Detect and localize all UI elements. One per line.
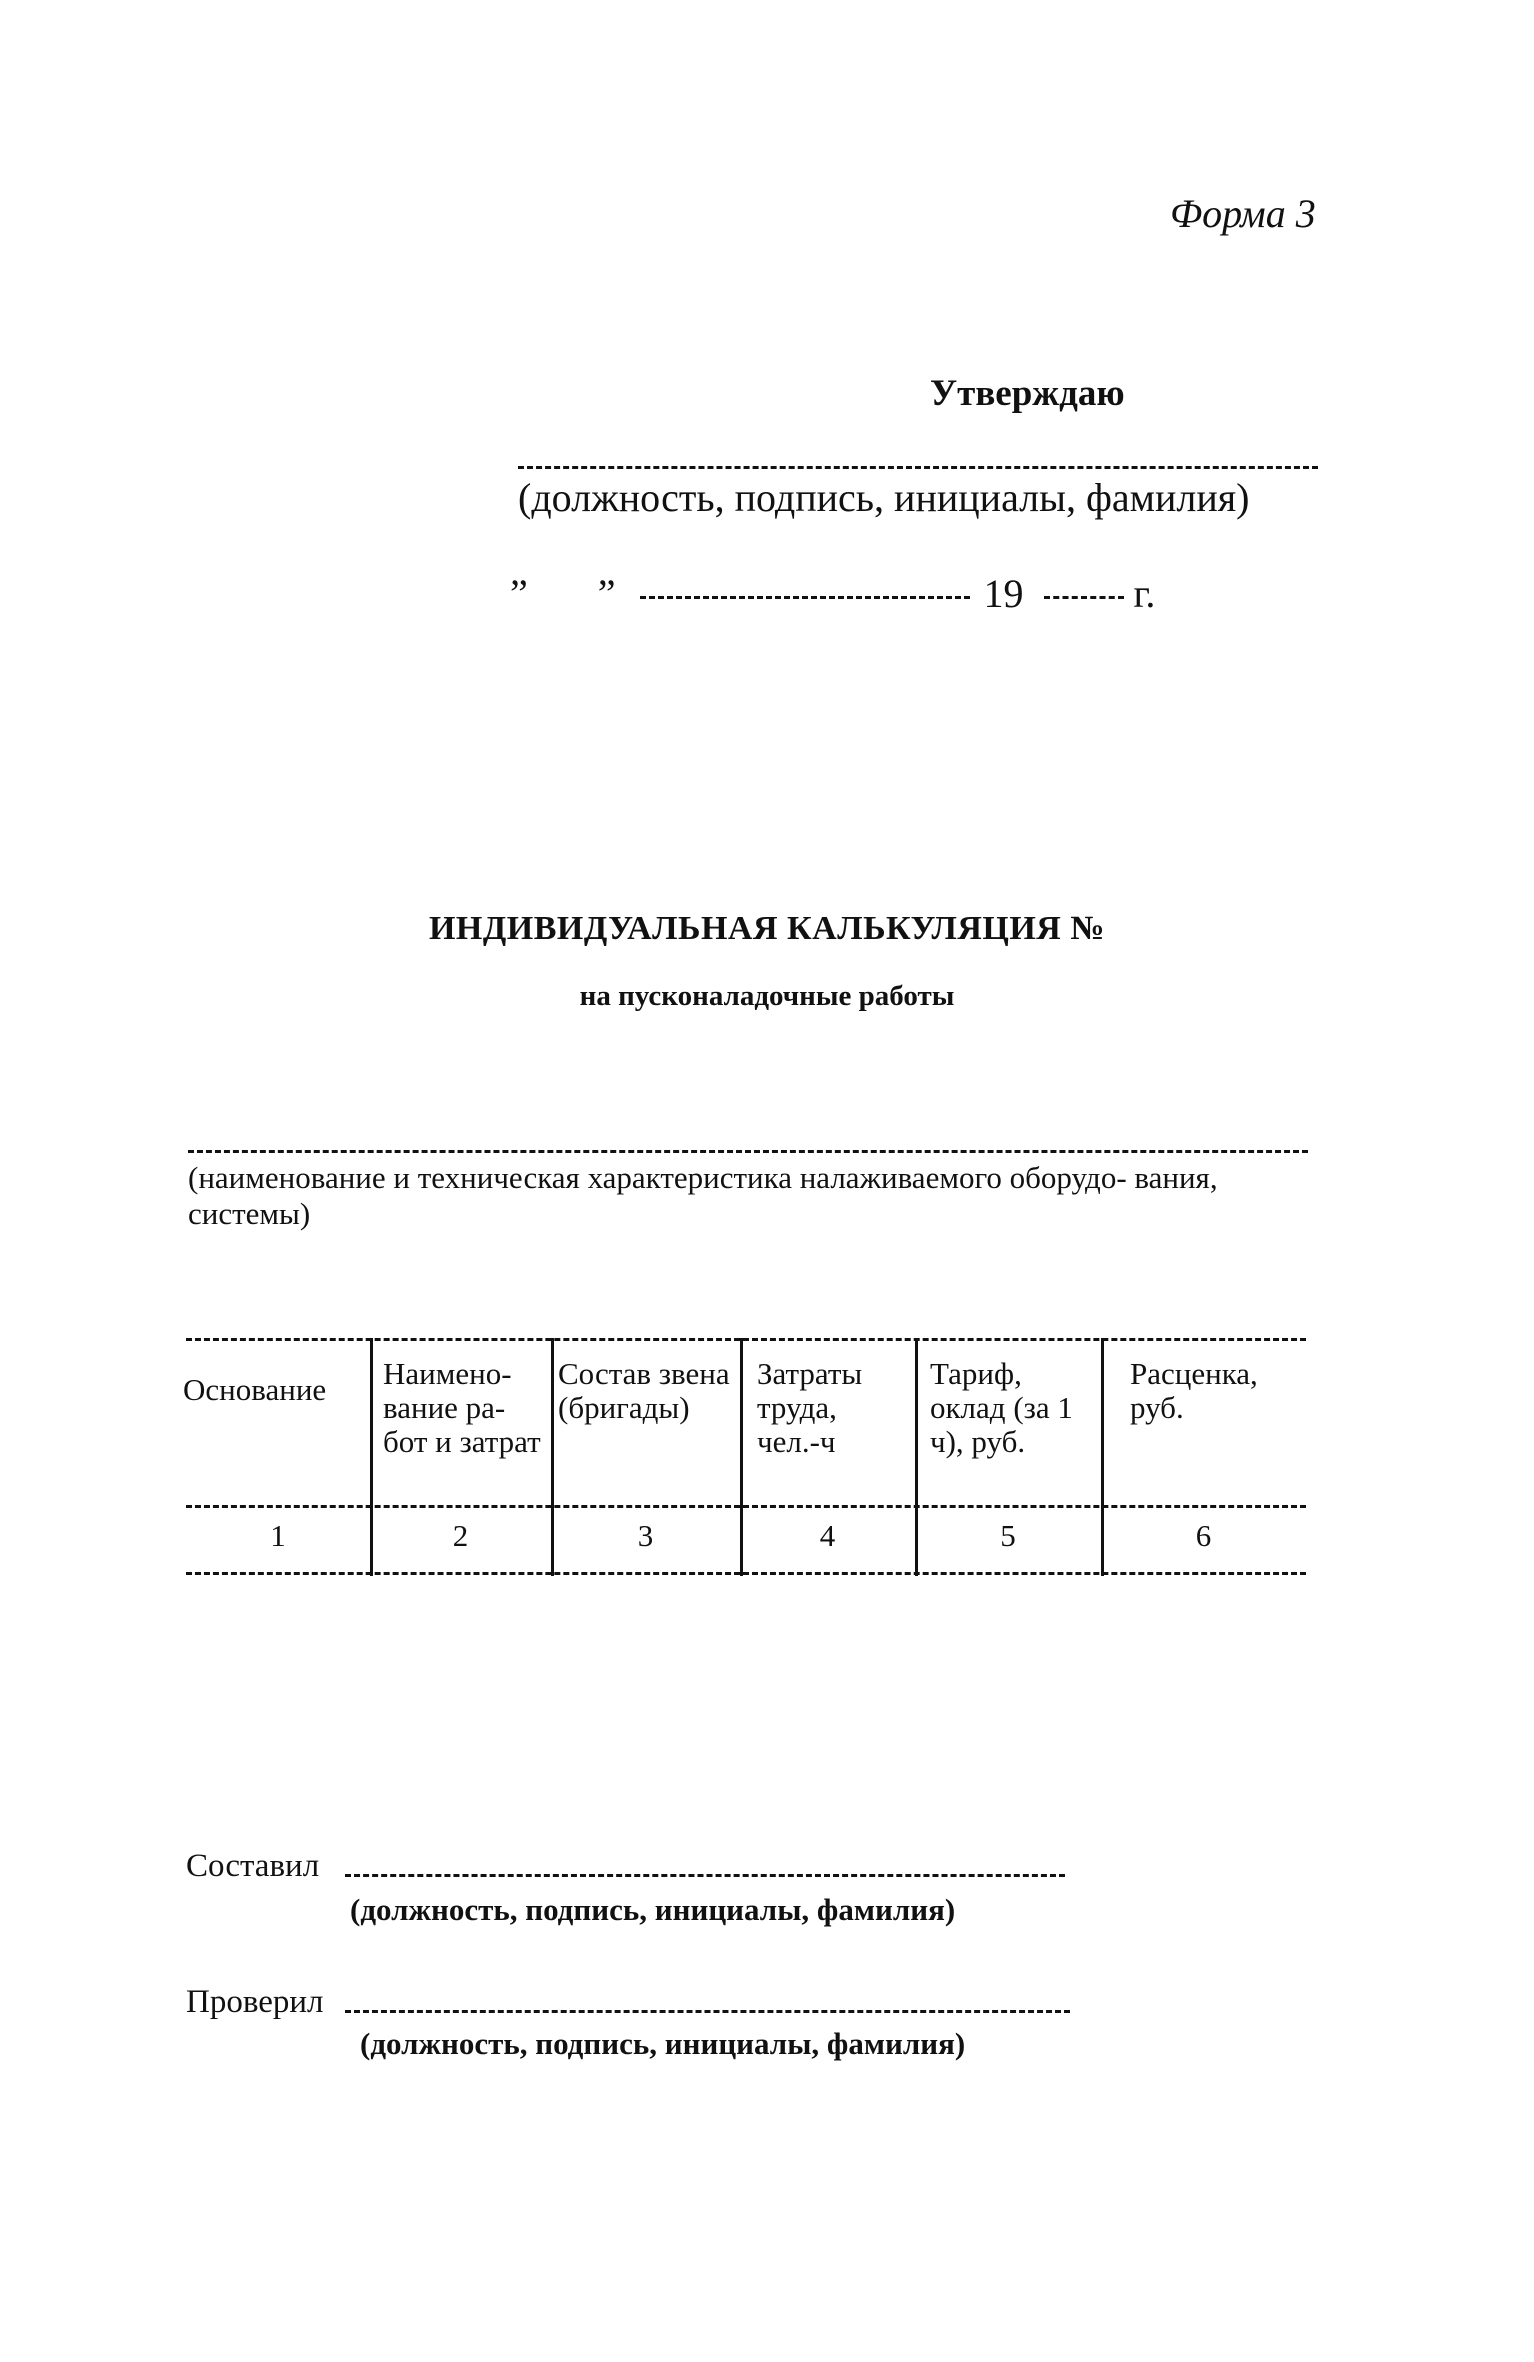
approval-caption: (должность, подпись, инициалы, фамилия): [518, 475, 1250, 520]
approval-date-line: [510, 570, 1155, 617]
date-open-quote: ”: [510, 571, 528, 616]
column-number: 1: [270, 1518, 286, 1553]
table-bottom-border: [186, 1572, 1306, 1575]
column-number: 3: [637, 1518, 654, 1553]
checked-by-caption: (должность, подпись, инициалы, фамилия): [360, 2026, 966, 2061]
form-label: Форма 3: [1170, 191, 1316, 236]
equipment-line: [188, 1150, 1308, 1153]
table-header-border: [186, 1505, 1306, 1508]
header-rate: Тариф, оклад (за 1 ч), руб.: [930, 1356, 1073, 1459]
column-number: 6: [1195, 1518, 1212, 1553]
checked-by-label: Проверил: [186, 1984, 324, 2020]
table-top-border: [186, 1338, 1306, 1341]
date-month-line: [640, 596, 970, 599]
header-crew: Состав звена (бригады): [558, 1356, 730, 1425]
header-work-name: Наимено- вание ра- бот и затрат: [383, 1356, 541, 1459]
header-labor: Затраты труда, чел.-ч: [757, 1356, 863, 1459]
document-title: ИНДИВИДУАЛЬНАЯ КАЛЬКУЛЯЦИЯ №: [428, 910, 1105, 947]
column-number: 2: [452, 1518, 469, 1553]
column-number: 5: [1000, 1518, 1016, 1553]
compiled-by-line: [345, 1874, 1065, 1877]
year-suffix: г.: [1133, 571, 1156, 616]
header-basis: Основание: [183, 1372, 327, 1407]
date-year-line: [1044, 596, 1124, 599]
checked-by-line: [345, 2010, 1070, 2013]
equipment-caption: (наименование и техническая характеристика налаживаемого оборудо- вания, системы): [188, 1160, 1218, 1231]
document-subtitle: на пусконаладочные работы: [579, 980, 955, 1012]
header-price: Расценка, руб.: [1130, 1356, 1258, 1425]
compiled-by-label: Составил: [186, 1848, 320, 1884]
year-prefix: 19: [983, 571, 1024, 616]
approval-heading: Утверждаю: [930, 373, 1125, 414]
compiled-by-caption: (должность, подпись, инициалы, фамилия): [350, 1892, 956, 1927]
approval-signature-line: [518, 466, 1318, 469]
column-number: 4: [819, 1518, 836, 1553]
date-close-quote: ”: [597, 571, 616, 616]
